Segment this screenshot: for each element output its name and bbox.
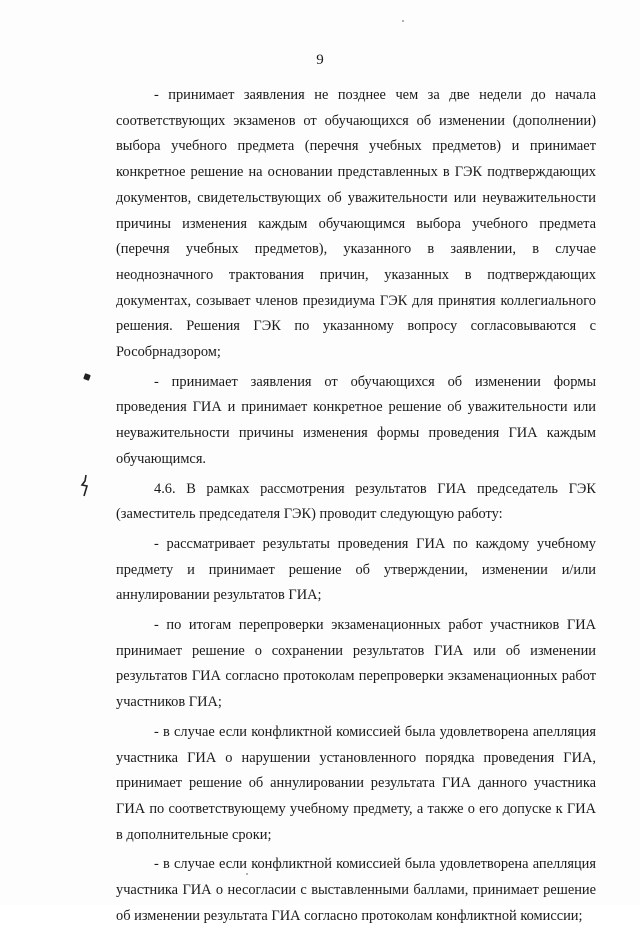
margin-dot-mark xyxy=(83,373,91,381)
paragraph-appeal-scores: - в случае если конфликтной комиссией была удовлетворена апелляция участника ГИА о несогласии с выставленными баллами, принимает решение об изменении результата ГИА согласно протоколам конфликтной комиссии; xyxy=(116,856,596,924)
paragraph-change-subject: - принимает заявления не позднее чем за две недели до начала соответствующих экзаменов от обучающихся об изменении (дополнении) выбора учебного предмета (перечня учебных предметов) и принимает конкретное решение на основании представленных в ГЭК подтверждающих документов, свидетельствующих об уважительности или неуважительности причины изменения каждым обучающимся выбора учебного предмета (перечня учебных предметов), указанного в заявлении, в случае неоднозначного трактования причин, указанных в подтверждающих документах, созывает членов президиума ГЭК для принятия коллегиального решения. Решения ГЭК по указанному вопросу согласовываются с Рособрнадзором; xyxy=(116,87,596,361)
scan-speck xyxy=(402,20,404,22)
paragraph-change-form: - принимает заявления от обучающихся об изменении формы проведения ГИА и принимает конкретное решение об уважительности или неуважительности причины изменения формы проведения ГИА каждым обучающимся. xyxy=(116,373,596,467)
margin-tick-mark xyxy=(80,474,90,498)
document-body xyxy=(116,83,596,930)
page-number: 9 xyxy=(316,52,324,68)
paragraph-review-results: - рассматривает результаты проведения ГИА по каждому учебному предмету и принимает решение об утверждении, изменении и/или аннулировании результатов ГИА; xyxy=(116,535,596,604)
paragraph-appeal-procedure: - в случае если конфликтной комиссией была удовлетворена апелляция участника ГИА о нарушении установленного порядка проведения ГИА, принимает решение об аннулировании результата ГИА данного участника ГИА по соответствующему учебному предмету, а также о его допуске к ГИА в дополнительные сроки; xyxy=(116,723,596,843)
paragraph-recheck-results: - по итогам перепроверки экзаменационных работ участников ГИА принимает решение о сохранении результатов ГИА или об изменении результатов ГИА согласно протоколам перепроверки экзаменационных работ участников ГИА; xyxy=(116,617,596,711)
paragraph-section-4-6: 4.6. В рамках рассмотрения результатов ГИА председатель ГЭК (заместитель председателя ГЭК) проводит следующую работу: xyxy=(116,480,596,523)
